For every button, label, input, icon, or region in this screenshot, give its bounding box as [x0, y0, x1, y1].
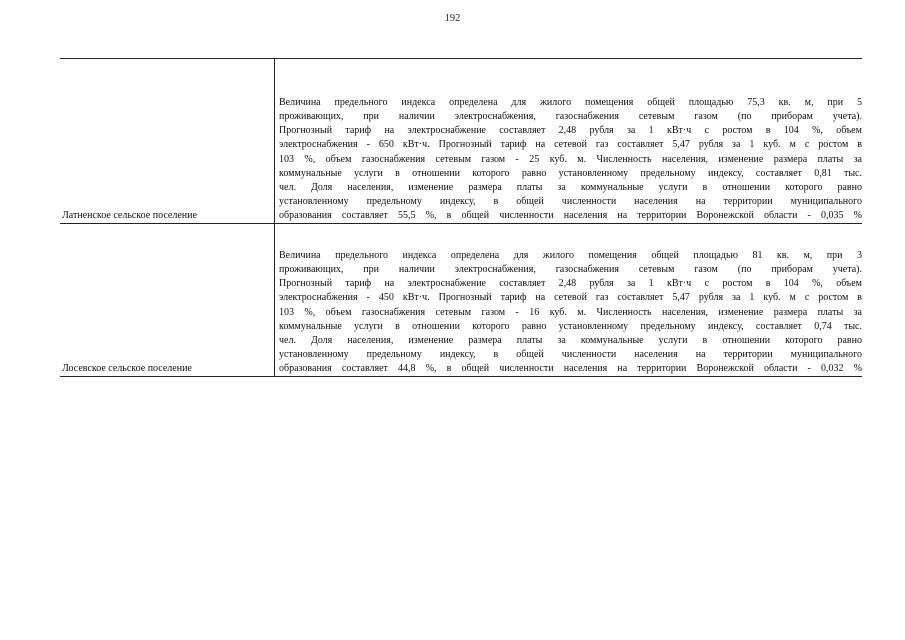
- index-description: [279, 96, 862, 223]
- description-line: установленному предельному индексу, в общей численности населения на территории муниципального: [279, 195, 862, 207]
- index-description: [279, 249, 862, 376]
- description-line: коммунальные услуги в отношении которого равно установленному предельному индексу, составляет 0,81 тыс.: [279, 167, 862, 179]
- settlement-name: Лосевское сельское поселение: [62, 363, 192, 374]
- description-line: Прогнозный тариф на электроснабжение составляет 2,48 рубля за 1 кВт·ч с ростом в 104 %, объем: [279, 278, 862, 290]
- description-line: установленному предельному индексу, в общей численности населения на территории муниципального: [279, 348, 862, 360]
- description-line: 103 %, объем газоснабжения сетевым газом - 16 куб. м. Численность населения, изменение размера платы за: [279, 306, 862, 318]
- table-row: [60, 223, 862, 376]
- description-line: образования составляет 55,5 %, в общей численности населения на территории Воронежской области - 0,035 %: [279, 209, 862, 221]
- description-line: коммунальные услуги в отношении которого равно установленному предельному индексу, составляет 0,74 тыс.: [279, 320, 862, 332]
- page-number: 192: [444, 13, 461, 24]
- description-line: образования составляет 44,8 %, в общей численности населения на территории Воронежской области - 0,032 %: [279, 362, 862, 374]
- description-line: Прогнозный тариф на электроснабжение составляет 2,48 рубля за 1 кВт·ч с ростом в 104 %, объем: [279, 125, 862, 137]
- description-line: электроснабжения - 650 кВт·ч. Прогнозный тариф на сетевой газ составляет 5,47 рубля за 1 куб. м с ростом в: [279, 139, 862, 151]
- settlement-name: Латненское сельское поселение: [62, 210, 197, 221]
- description-line: Величина предельного индекса определена для жилого помещения общей площадью 81 кв. м, при 3: [279, 250, 862, 262]
- description-line: Величина предельного индекса определена для жилого помещения общей площадью 75,3 кв. м, при 5: [279, 97, 862, 109]
- table-bottom-border: [60, 376, 862, 377]
- table-row: [60, 58, 862, 223]
- description-line: проживающих, при наличии электроснабжения, газоснабжения сетевым газом (по приборам учета).: [279, 111, 862, 123]
- description-line: чел. Доля населения, изменение размера платы за коммунальные услуги в отношении которого равно: [279, 334, 862, 346]
- description-line: 103 %, объем газоснабжения сетевым газом - 25 куб. м. Численность населения, изменение размера платы за: [279, 153, 862, 165]
- description-line: чел. Доля населения, изменение размера платы за коммунальные услуги в отношении которого равно: [279, 181, 862, 193]
- settlement-index-table: [60, 58, 862, 376]
- description-line: проживающих, при наличии электроснабжения, газоснабжения сетевым газом (по приборам учета).: [279, 264, 862, 276]
- description-line: электроснабжения - 450 кВт·ч. Прогнозный тариф на сетевой газ составляет 5,47 рубля за 1 куб. м с ростом в: [279, 292, 862, 304]
